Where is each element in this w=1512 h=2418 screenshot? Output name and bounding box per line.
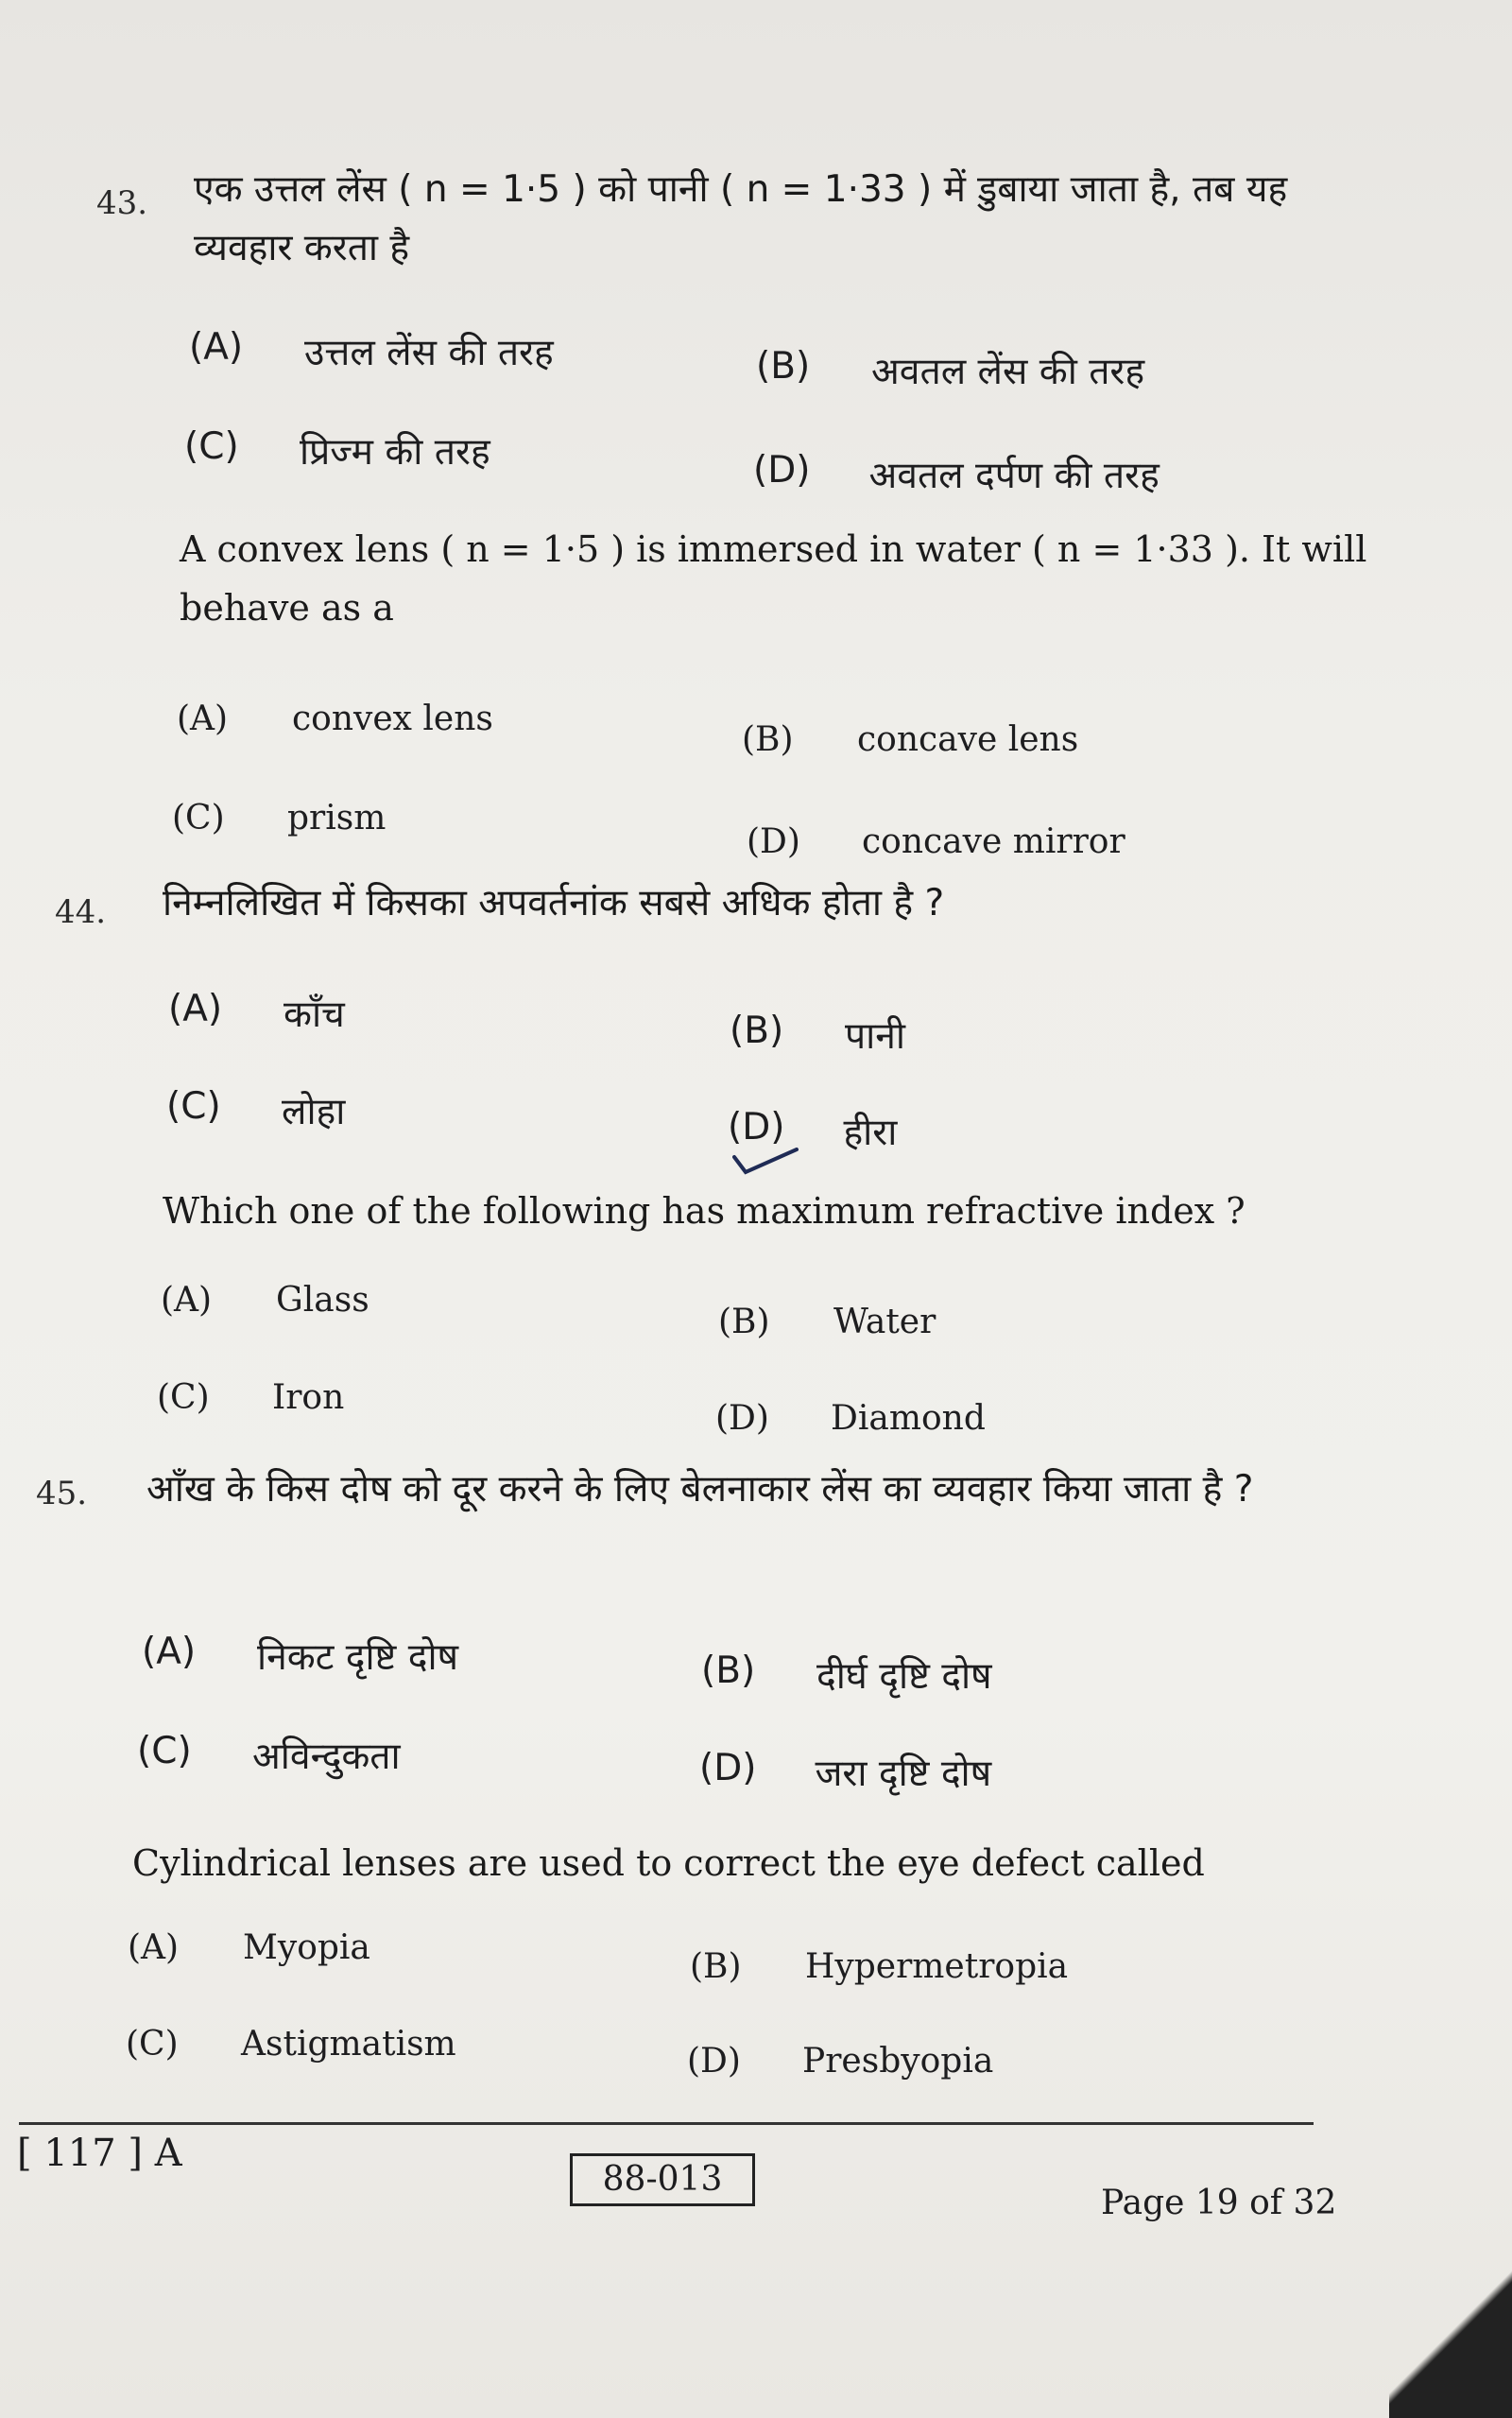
option-c-english[interactable]: [172, 799, 386, 838]
option-label: (D): [715, 1399, 769, 1438]
question-text-hindi: निम्नलिखित में किसका अपवर्तनांक सबसे अधिक होता है ?: [163, 882, 945, 924]
answer-tick-mark: [732, 1144, 799, 1182]
option-a-hindi[interactable]: [142, 1631, 458, 1681]
option-b-hindi[interactable]: [730, 1010, 905, 1060]
option-a-hindi[interactable]: [168, 988, 345, 1038]
option-label: (D): [753, 449, 811, 492]
option-text: निकट दृष्टि दोष: [257, 1636, 459, 1679]
option-c-hindi[interactable]: [137, 1730, 401, 1780]
option-text: Myopia: [243, 1928, 370, 1967]
option-text: दीर्घ दृष्टि दोष: [816, 1655, 992, 1698]
option-text: अवतल लेंस की तरह: [871, 351, 1145, 393]
option-d-hindi[interactable]: [699, 1747, 991, 1797]
option-a-english[interactable]: [177, 699, 493, 738]
option-text: Hypermetropia: [805, 1947, 1069, 1986]
footer-divider: [19, 2122, 1314, 2125]
option-text: अविन्दुकता: [252, 1736, 401, 1778]
option-label: (C): [157, 1378, 210, 1417]
option-text: हीरा: [843, 1112, 898, 1154]
option-text: प्रिज्म की तरह: [300, 431, 490, 474]
option-label: (A): [142, 1631, 197, 1673]
option-b-hindi[interactable]: [701, 1649, 992, 1700]
option-text: Iron: [272, 1378, 345, 1417]
question-number: 44.: [55, 893, 107, 931]
option-c-english[interactable]: [157, 1378, 344, 1417]
option-label: (D): [728, 1106, 785, 1149]
option-text: concave mirror: [862, 822, 1125, 861]
option-b-english[interactable]: [742, 720, 1078, 759]
option-text: उत्तल लेंस की तरह: [304, 332, 554, 374]
paper-code: [ 117 ] A: [17, 2132, 182, 2175]
option-d-english[interactable]: [687, 2042, 993, 2081]
option-text: Presbyopia: [802, 2042, 994, 2081]
option-text: जरा दृष्टि दोष: [815, 1753, 992, 1795]
option-text: Diamond: [831, 1399, 986, 1438]
option-text: Water: [833, 1303, 936, 1341]
option-label: (A): [128, 1928, 180, 1967]
option-label: (C): [137, 1730, 192, 1772]
option-label: (A): [189, 326, 244, 369]
option-label: (D): [687, 2042, 741, 2081]
option-b-hindi[interactable]: [756, 345, 1144, 395]
option-label: (B): [701, 1649, 756, 1692]
option-label: (A): [177, 699, 229, 738]
option-c-hindi[interactable]: [184, 425, 490, 475]
option-label: (D): [747, 822, 800, 861]
question-text-hindi: आँख के किस दोष को दूर करने के लिए बेलनाकार लेंस का व्यवहार किया जाता है ?: [146, 1468, 1254, 1511]
option-label: (A): [161, 1281, 213, 1320]
page-number: Page 19 of 32: [1101, 2184, 1337, 2222]
booklet-code-box: 88-013: [570, 2153, 755, 2206]
option-label: (B): [730, 1010, 784, 1052]
option-label: (C): [166, 1085, 221, 1128]
option-d-english[interactable]: [747, 822, 1125, 861]
option-text: पानी: [845, 1015, 905, 1058]
option-label: (B): [742, 720, 794, 759]
option-label: (B): [718, 1303, 770, 1341]
option-text: prism: [287, 799, 387, 838]
option-label: (B): [690, 1947, 742, 1986]
option-text: Glass: [276, 1281, 369, 1320]
question-text-english: A convex lens ( n = 1·5 ) is immersed in water ( n = 1·33 ). It will behave as a: [180, 528, 1367, 629]
question-text-english: Cylindrical lenses are used to correct the eye defect called: [132, 1842, 1205, 1884]
option-label: (C): [172, 799, 225, 838]
option-text: काँच: [284, 993, 345, 1036]
option-text: अवतल दर्पण की तरह: [868, 455, 1160, 497]
option-label: (A): [168, 988, 223, 1030]
option-label: (C): [126, 2025, 179, 2064]
option-label: (D): [699, 1747, 757, 1789]
option-b-english[interactable]: [690, 1947, 1068, 1986]
question-text-hindi: एक उत्तल लेंस ( n = 1·5 ) को पानी ( n = 1·33 ) में डुबाया जाता है, तब यह व्यवहार करता है: [194, 168, 1288, 269]
option-a-english[interactable]: [161, 1281, 369, 1320]
option-a-hindi[interactable]: [189, 326, 554, 376]
option-text: लोहा: [282, 1091, 346, 1133]
question-number: 43.: [96, 184, 148, 222]
option-a-english[interactable]: [128, 1928, 370, 1967]
question-text-english: Which one of the following has maximum refractive index ?: [163, 1190, 1246, 1232]
option-d-english[interactable]: [715, 1399, 986, 1438]
option-text: convex lens: [292, 699, 493, 738]
page-corner-shadow: [1389, 2257, 1512, 2418]
option-text: concave lens: [857, 720, 1079, 759]
question-number: 45.: [36, 1475, 88, 1512]
option-d-hindi[interactable]: [753, 449, 1160, 499]
option-c-english[interactable]: [126, 2025, 456, 2064]
option-b-english[interactable]: [718, 1303, 936, 1341]
option-c-hindi[interactable]: [166, 1085, 345, 1135]
option-label: (B): [756, 345, 811, 388]
option-text: Astigmatism: [241, 2025, 456, 2064]
option-label: (C): [184, 425, 239, 468]
